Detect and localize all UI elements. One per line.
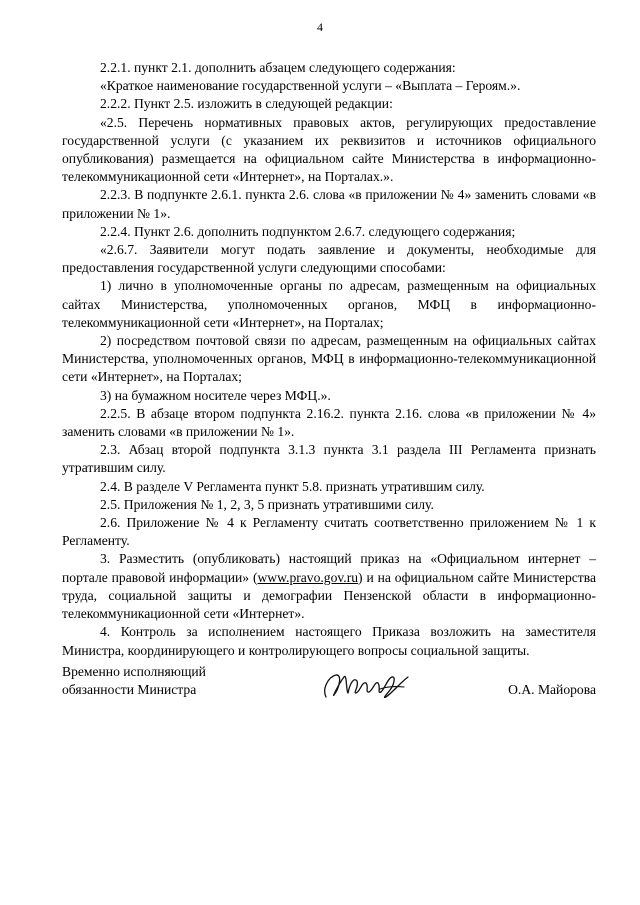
signer-title-line-1: Временно исполняющий [62,664,206,679]
paragraph-2-4: 2.4. В разделе V Регламента пункт 5.8. признать утратившим силу. [100,478,485,494]
list-item-paper: 3) на бумажном носителе через МФЦ.». [100,387,331,403]
paragraph-2-6-7: «2.6.7. Заявители могут подать заявление и документы, необходимые для предоставления государственной услуги следующими способами: [62,242,596,276]
paragraph-2-2-4: 2.2.4. Пункт 2.6. дополнить подпунктом 2.6.7. следующего содержания; [100,223,516,239]
pravo-link[interactable]: www.pravo.gov.ru [257,569,359,585]
paragraph-2-2-3: 2.2.3. В подпункте 2.6.1. пункта 2.6. слова «в приложении № 4» заменить словами «в приложении № 1». [62,187,596,221]
paragraph-2-5: «2.5. Перечень нормативных правовых актов, регулирующих предоставление государственной услуги (с указанием их реквизитов и источников официального опубликования) размещается на официальном сайте Министерства в информационно-телекоммуникационной сети «Интернет», на Порталах.». [62,114,596,185]
list-item-in-person: 1) лично в уполномоченные органы по адресам, размещенным на официальных сайтах Министерства, уполномоченных органов, МФЦ в информационно-телекоммуникационной сети «Интернет», на Порталах; [62,278,596,330]
paragraph-2-2-1: 2.2.1. пункт 2.1. дополнить абзацем следующего содержания: [100,60,456,75]
signature-block [62,663,596,723]
signer-name: О.А. Майорова [508,682,596,697]
paragraph-2-2-2: 2.2.2. Пункт 2.5. изложить в следующей редакции: [100,96,393,112]
publish-text-after: ) и на официальном сайте Министерства труда, социальной защиты и демографии Пензенской области в информационно-телекоммуникационной сети «Интернет». [62,569,596,622]
paragraph-short-name: «Краткое наименование государственной услуги – «Выплата – Героям.». [100,78,521,94]
signer-title-line-2: обязанности Министра [62,682,197,698]
paragraph-2-3: 2.3. Абзац второй подпункта 3.1.3 пункта 3.1 раздела III Регламента признать утратившим силу. [62,442,596,476]
signer-title [62,663,206,699]
list-item-postal: 2) посредством почтовой связи по адресам, размещенным на официальных сайтах Министерства, уполномоченных органов, МФЦ в информационно-телекоммуникационной сети «Интернет», на Порталах; [62,333,596,385]
publish-text-before: 3. Разместить (опубликовать) настоящий приказ на «Официальном интернет – портале правовой информации» ( [62,551,596,585]
paragraph-2-2-5: 2.2.5. В абзаце втором подпункта 2.16.2. пункта 2.16. слова «в приложении № 4» заменить словами «в приложении № 1». [62,405,596,440]
document-body [62,59,596,660]
paragraph-3-publish [62,550,596,623]
handwritten-signature [320,663,412,705]
paragraph-2-6: 2.6. Приложение № 4 к Регламенту считать соответственно приложением № 1 к Регламенту. [62,515,596,549]
paragraph-4-control: 4. Контроль за исполнением настоящего Приказа возложить на заместителя Министра, координирующего и контролирующего вопросы социальной защиты. [62,624,596,658]
page-number: 4 [317,20,323,34]
paragraph-2-5-appendices: 2.5. Приложения № 1, 2, 3, 5 признать утратившими силу. [100,496,434,512]
